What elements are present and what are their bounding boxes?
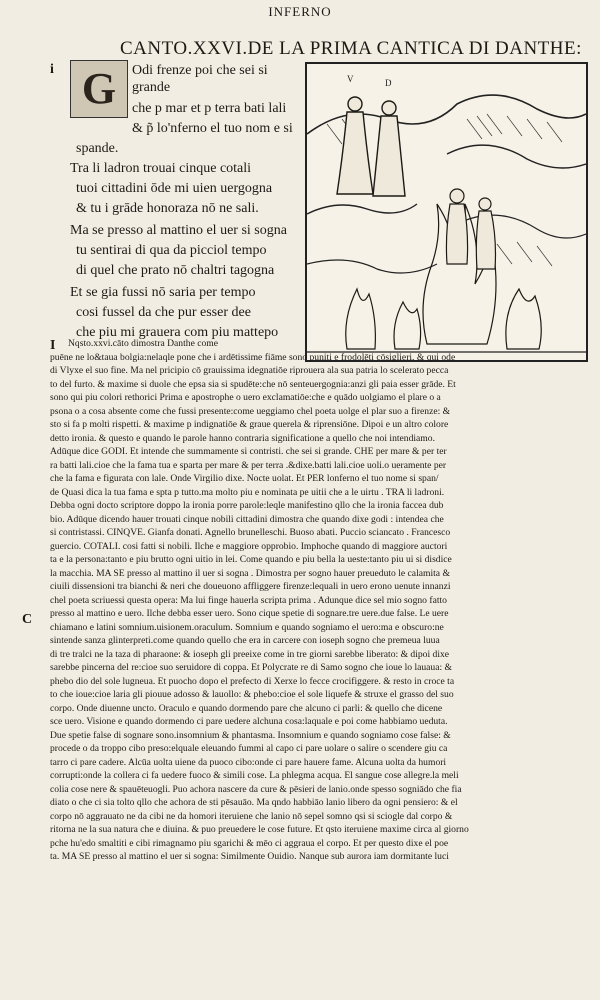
initial-letter: G — [81, 64, 117, 113]
commentary-line: to del furto. & maxime si duole che epsa sia si spudēte:che nō senteuergognia:anzi gli paia esser grāde. Et — [50, 378, 456, 390]
commentary-line: procede o da troppo cibo preso:elquale eleuando fummi al capo ci pare uolare o salire o scendere giu ca — [50, 743, 448, 754]
commentary-line: psona o a cosa absente come che fussi presente:come ueggiamo chel poeta uolge el plar suo a firenze: & — [50, 405, 451, 417]
verse-margin-mark: i — [50, 62, 54, 77]
commentary-line: to che ioue:cioe laria gli piouue adosso & lauollo: & phebo:cioe el sole liquefe & struxe el grasso del suo — [50, 689, 454, 700]
commentary-line: corpo. Onde diuenne uncto. Oraculo e quando dormendo pare che alcuno ci parli: & quello che dicene — [50, 702, 443, 714]
commentary-line: la macchia. MA SE presso al mattino il uer si sogna . Dimostra per sogno hauer preueduto le calamita & — [50, 567, 450, 579]
verse-line: Ma se presso al mattino el uer si sogna — [70, 223, 287, 238]
commentary-line: che la fama e figurata con lale. Onde Virgilio dixe. Nocte uolat. Et PER lonferno el tuo nome si span/ — [50, 473, 439, 484]
commentary-line: ta. MA SE presso al mattino el uer si sogna: Similmente Ouidio. Nanque sub aurora iam dormitante luci — [50, 851, 449, 862]
verse-line: tuoi cittadini ōde mi uien uergogna — [76, 181, 273, 196]
commentary-line: detto ironia. & questo e quando le parole hanno contraria significatione a quello che noi intendiamo. — [50, 432, 435, 444]
commentary-line: sintende sanza glinterpreti.come quando quello che era in carcere con ioseph sogno che premeua luua — [50, 635, 440, 646]
commentary-line: phebo dio del sole lugneua. Et puocho dopo el prefecto di Xerxe lo fecce crocifiggere. & resto in croce ta — [50, 675, 455, 687]
commentary-line: di tre tralci ne la taza di pharaone: & ioseph gli preeixe come in tre giorni sarebbe liberato: & dipoi dixe — [50, 648, 450, 660]
commentary-line: si contristassi. CINQVE. Gianfa donati. Agnello brunelleschi. Buoso abati. Puccio sciancato . Francesco — [50, 527, 451, 538]
decorated-initial — [70, 60, 128, 118]
verse-line: & tu i grāde honoraza nō ne sali. — [76, 201, 259, 216]
canto-title: CANTO.XXVI.DE LA PRIMA CANTICA DI DANTHE: — [120, 38, 582, 59]
commentary-line: ritorna ne la sua natura che e diuina. & puo preuedere le cose future. Et qsto iteruiene maxime circa al giorno — [50, 824, 469, 835]
commentary-line: sto si fa p molti rispetti. & maxime p indignatiōe & graue querela & riprensiōne. Dipoi e un altro colore — [50, 419, 449, 430]
commentary-line: Debba ogni docto scriptore doppo la ironia porre parole:leqle manifestino qllo che la ironia faccea dub — [50, 500, 444, 511]
verse-line: Odi frenze poi che sei si — [132, 63, 268, 78]
verse-line: cosi fussel da che pur esser dee — [76, 305, 251, 320]
verse-line: Et se gia fussi nō saria per tempo — [70, 285, 256, 300]
commentary-line: guercio. COTALI. cosi fatti si nobili. Ilche e maggiore opprobio. Imphoche quando di maggiore auctori — [50, 540, 448, 552]
commentary-line: presso al mattino e uero. Ilche debba esser uero. Sono cique spetie di sognare.tre uere.due false. Le uere — [50, 608, 449, 619]
commentary-line: ciuili dissensioni tra bianchi & neri che doueuono affliggere firenze:lequali in uero erono uenute innanzi — [50, 581, 451, 592]
commentary-line: sce uero. Visione e quando dormendo ci pare uedere alchuna cosa:laquale e poi come habbiamo ueduta. — [50, 716, 448, 727]
commentary-line: bio. Adūque dicendo hauer trouati cinque nobili cittadini dimostra che quando dixe godi : intendea che — [50, 513, 444, 525]
commentary-line: puēne ne lo&taua bolgia:nelaqle pone che i ardētissime fiāme sono puniti e frodolēti cōsiglieri. & qui ode — [50, 351, 456, 363]
commentary-line: pche hu'edo smaltiti e cibi rimagnamo piu sgarichi & mēo ci aggraua el corpo. Et per questo dixe el poe — [50, 837, 449, 849]
verse-line: che p mar et p terra bati lali — [132, 101, 287, 116]
commentary-line: Due spetie false di sognare sono.insomnium & phantasma. Insomnium e quando sogniamo cose false: & — [50, 729, 451, 741]
commentary-line: corrupti:onde la collera ci fa uedere fuoco & simili cose. La phlegma acqua. El sangue cose allegre.la meli — [50, 770, 459, 781]
verse-line: spande. — [76, 141, 119, 156]
commentary-line: ta e la persona:tanto e piu brutto ogni uitio in lei. Come quando e piu bella la ueste:tanto piu ui si disdice — [50, 554, 452, 565]
verse-line: tu sentirai di qua da picciol tempo — [76, 243, 267, 258]
verse-line: & p̃ lo'nferno el tuo nom e si — [132, 121, 293, 136]
commentary-line: Nqsto.xxvi.cāto dimostra Danthe come — [68, 338, 219, 349]
commentary-line: tarro ci pare cadere. Alcūa uolta uiene da puoco cibo:onde ci pare hauere fame. Alcuna uolta da humori — [50, 756, 447, 768]
svg-text:V: V — [347, 74, 354, 84]
commentary-line: de Quasi dica la tua fama e spta p tutto.ma molto piu e nominata pe uitii che a le uirtu . TRA li ladroni. — [50, 486, 445, 498]
commentary-line: di Vlyxe el suo fine. Ma nel pricipio cō grauissima idegnatiōe riprouera ala sua patria lo scelerato pecca — [50, 365, 449, 376]
commentary-line: sarebbe pincerna del re:cioe suo seruidore di coppa. Et Polycrate re di Samo sogno che ioue lo lauaua: & — [50, 662, 453, 673]
commentary-block — [50, 337, 585, 897]
commentary-line: chel poeta scriuessi questa opera: Ma lui finge hauerla scripta prima . Adunque dice sel mio sogno fatto — [50, 594, 447, 606]
verse-line: Tra li ladron trouai cinque cotali — [70, 161, 252, 176]
svg-text:D: D — [385, 78, 392, 88]
commentary-line: colia cose nere & spauēteuogli. Puo achora nascere da cure & pēsieri de lanio.onde spesso sogniādo che fia — [50, 783, 462, 795]
left-margin-mark: C — [22, 612, 33, 627]
commentary-line: ra batti lali.cioe che la fama tua e sparta per mare & per terra .&dixe.batti lali.cioe uoli.o ueramente per — [50, 459, 447, 471]
commentary-line: chiamano e latini somnium.uisionem.oraculum. Somnium e quando sogniamo el uero:ma e obscuro:ne — [50, 621, 444, 633]
verse-line: di quel che prato nō chaltri tagogna — [76, 263, 275, 278]
commentary-line: Adūque dice GODI. Et intende che summamente si contristi. che sei si grande. CHE per mare & per ter — [50, 446, 447, 457]
running-header: INFERNO — [268, 4, 332, 19]
verse-line: grande — [132, 80, 171, 95]
verse-line: che piu mi grauera com piu mattepo — [76, 325, 279, 340]
commentary-line: corpo nō aggrauato ne da cibi ne da homori iteruiene che lanio nō sepel somno qsi si sciogle dal corpo & — [50, 810, 453, 822]
commentary-initial-mark: I — [50, 338, 56, 353]
commentary-line: sono qui piu colori rethorici Prima e apostrophe o uero exclamatiōe:che e quādo uolgiamo el plare o a — [50, 392, 441, 403]
commentary-line: diato o che ci sia tolto qllo che achora de sti pēsauāo. Ma qndo habbiāo lanio libero da ogni pensiero: & el — [50, 797, 458, 808]
